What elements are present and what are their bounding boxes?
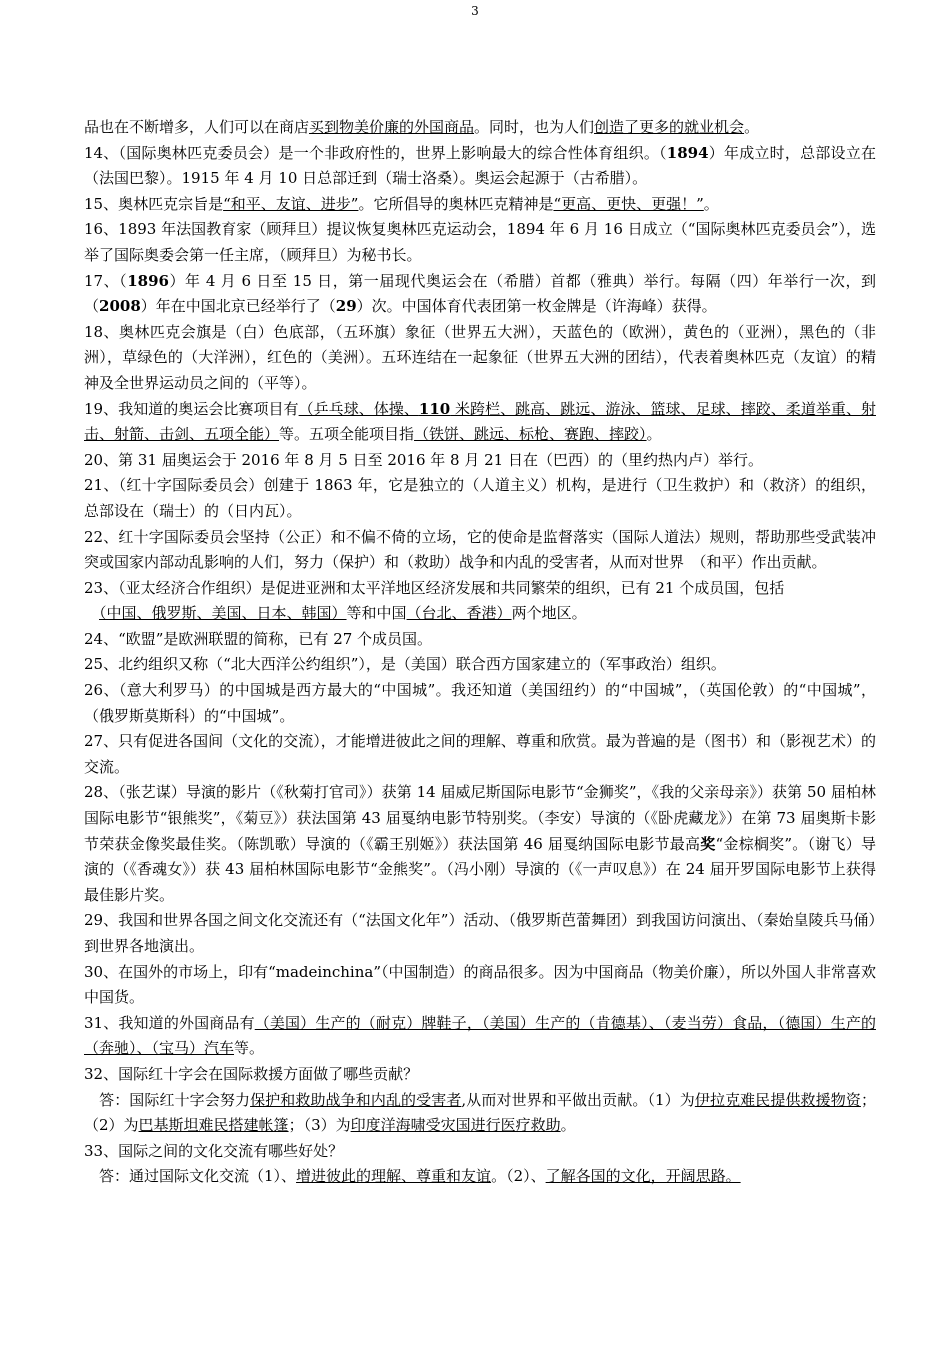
underlined-text: （铁饼、跳远、标枪、赛跑、摔跤）	[414, 425, 647, 444]
paragraph	[84, 601, 876, 627]
paragraph	[84, 678, 876, 729]
underlined-text: （台北、香港）	[406, 604, 512, 623]
paragraph-text: 22、红十字国际委员会坚持（公正）和不偏不倚的立场，它的使命是监督落实（国际人道法）规则，帮助那些受武装冲突或国家内部动乱影响的人们，努力（保护）和（救助）战争和内乱的受害者，从而对世界 （和平）作出贡献。	[84, 527, 876, 572]
paragraph-text: 16、1893 年法国教育家（顾拜旦）提议恢复奥林匹克运动会，1894 年 6 月 16 日成立（“国际奥林匹克委员会”），选举了国际奥委会第一任主席，（顾拜旦）为秘书长。	[84, 220, 876, 264]
paragraph-text: 品也在不断增多，人们可以在商店	[84, 118, 310, 136]
paragraph-text: “金棕榈奖”。（谢飞）导演的（《香魂女》）获 43 届柏林国际电影节“金熊奖”。（冯小刚）导演的（《一声叹息》）在 24 届开罗国际电影节上获得最佳影片奖。	[84, 834, 876, 904]
paragraph-text: 两个地区。	[511, 604, 587, 623]
paragraph	[84, 448, 876, 474]
paragraph-text: ；（3）为	[288, 1116, 351, 1135]
paragraph	[84, 320, 876, 397]
underlined-text: 增进彼此的理解、尊重和友谊	[296, 1167, 492, 1186]
paragraph-text: 30、在国外的市场上，印有“madeinchina”（中国制造）的商品很多。因为中国商品（物美价廉），所以外国人非常喜欢中国货。	[84, 962, 876, 1007]
paragraph-text: 。同时，也为人们	[474, 118, 595, 136]
paragraph-text: 26、（意大利罗马）的中国城是西方最大的“中国城”。我还知道（美国纽约）的“中国城”，（英国伦敦）的“中国城”，（俄罗斯莫斯科）的“中国城”。	[84, 681, 876, 725]
paragraph-text: 等和中国	[346, 604, 407, 623]
paragraph-text: 28、（张艺谋）导演的影片（《秋菊打官司》）获第 14 届威尼斯国际电影节“金狮奖”，《我的父亲母亲》）获第 50 届柏林国际电影节“银熊奖”，《菊豆》）获法国第 43 届戛纳电影节特别奖。（李安）导演的（《卧虎藏龙》）在第 73 届奥斯卡影节荣获金像奖最佳奖。（陈凯歌）导演的（《霸王别姬》）获法国第 46 届戛纳国际电影节最高	[84, 783, 876, 853]
paragraph-text: 。	[560, 1116, 576, 1135]
paragraph	[84, 627, 876, 653]
paragraph-text: 奖	[700, 834, 716, 853]
paragraph-text: 17、（	[84, 271, 128, 290]
underlined-text: （美国）生产的（耐克）牌鞋子，（美国）生产的（肯德基）、（麦当劳）食品，（德国）生产的（奔驰）、（宝马）汽车	[84, 1013, 876, 1058]
underlined-text: 伊拉克难民提供救援物资	[694, 1090, 861, 1109]
paragraph-text: ,从而对世界和平做出贡献。（1）为	[461, 1090, 695, 1109]
paragraph-text: 15、奥林匹克宗旨是	[84, 194, 224, 213]
paragraph-text: 。	[703, 194, 719, 213]
paragraph-text	[84, 604, 99, 622]
paragraph-text: 33、国际之间的文化交流有哪些好处？	[84, 1141, 344, 1160]
underlined-text: “更高、更快、更强！”	[553, 194, 704, 213]
paragraph	[84, 115, 876, 141]
paragraph	[84, 652, 876, 678]
paragraph-text: 27、只有促进各国间（文化的交流），才能增进彼此之间的理解、尊重和欣赏。最为普遍的是（图书）和（影视艺术）的交流。	[84, 732, 876, 776]
paragraph-text: 2008	[99, 297, 141, 316]
paragraph	[84, 729, 876, 780]
paragraph-text: 。	[646, 425, 662, 444]
paragraph-text: ）年在中国北京已经举行了（	[140, 297, 336, 316]
paragraph-text: 1896	[127, 271, 169, 290]
paragraph	[84, 780, 876, 908]
paragraph	[84, 192, 876, 218]
paragraph	[84, 1139, 876, 1165]
paragraph	[84, 1088, 876, 1139]
paragraph-text: ）次。中国体育代表团第一枚金牌是（许海峰）获得。	[356, 297, 717, 316]
paragraph	[84, 1062, 876, 1088]
paragraph	[84, 960, 876, 1011]
paragraph-text: 24、“欧盟”是欧洲联盟的简称，已有 27 个成员国。	[84, 629, 433, 648]
paragraph-text: 29、我国和世界各国之间文化交流还有（“法国文化年”）活动、（俄罗斯芭蕾舞团）到我国访问演出、（秦始皇陵兵马俑）到世界各地演出。	[84, 911, 876, 955]
paragraph	[84, 473, 876, 524]
underlined-text: 米跨栏、跳高、跳远、游泳、篮球、足球、摔跤、柔道举重、射击、射箭、击剑、五项全能）	[84, 399, 876, 444]
paragraph	[84, 1011, 876, 1062]
page-number: 3	[471, 4, 479, 18]
paragraph-text: 14、（国际奥林匹克委员会）是一个非政府性的，世界上影响最大的综合性体育组织。（	[84, 143, 667, 162]
underlined-text: 巴基斯坦难民搭建帐篷	[138, 1116, 289, 1135]
underlined-text: （乒乓球、体操、	[298, 399, 419, 418]
paragraph-text: 。	[744, 118, 760, 136]
paragraph	[84, 397, 876, 448]
paragraph-text: 1894	[666, 143, 709, 162]
underlined-text: 保护和救助战争和内乱的受害者	[250, 1090, 462, 1109]
paragraph	[84, 217, 876, 268]
paragraph	[84, 141, 876, 192]
paragraph-text: 21、（红十字国际委员会）创建于 1863 年，它是独立的（人道主义）机构，是进行（卫生救护）和（救济）的组织，总部设在（瑞士）的（日内瓦）。	[84, 476, 876, 520]
paragraph-text: 。（2）、	[491, 1167, 546, 1186]
underlined-text: “和平、友谊、进步”	[223, 194, 359, 213]
paragraph-text: 等。五项全能项目指	[279, 425, 415, 444]
paragraph	[84, 269, 876, 320]
underlined-text: 印度洋海啸受灾国进行医疗救助	[350, 1116, 561, 1135]
underlined-text: （中国、俄罗斯、美国、日本、韩国）	[99, 604, 347, 623]
paragraph-text: 答：通过国际文化交流（1）、	[84, 1167, 297, 1186]
paragraph-text: 19、我知道的奥运会比赛项目有	[84, 399, 299, 418]
underlined-text: 110	[418, 399, 451, 418]
paragraph-text: 18、奥林匹克会旗是（白）色底部，（五环旗）象征（世界五大洲），天蓝色的（欧洲），黄色的（亚洲），黑色的（非洲），草绿色的（大洋洲），红色的（美洲）。五环连结在一起象征（世界五大洲的团结），代表着奥林匹克（友谊）的精神及全世界运动员之间的（平等）。	[84, 322, 876, 392]
document-body	[84, 115, 876, 1190]
paragraph-text: 23、（亚太经济合作组织）是促进亚洲和太平洋地区经济发展和共同繁荣的组织，已有 21 个成员国，包括	[84, 578, 785, 597]
paragraph-text: 20、第 31 届奥运会于 2016 年 8 月 5 日至 2016 年 8 月 21 日在（巴西）的（里约热内卢）举行。	[84, 450, 763, 469]
paragraph	[84, 525, 876, 576]
paragraph-text: ）年成立时，总部设立在（法国巴黎）。1915 年 4 月 10 日总部迁到（瑞士洛桑）。奥运会起源于（古希腊）。	[84, 143, 876, 188]
paragraph-text: ；（2）为	[84, 1090, 876, 1135]
paragraph-text: 25、北约组织又称（“北大西洋公约组织”），是（美国）联合西方国家建立的（军事政治）组织。	[84, 655, 726, 674]
paragraph-text: 29	[335, 297, 357, 316]
underlined-text: 买到物美价廉的外国商品	[309, 118, 475, 136]
paragraph-text: 31、我知道的外国商品有	[84, 1013, 255, 1032]
paragraph-text: 32、国际红十字会在国际救援方面做了哪些贡献？	[84, 1064, 419, 1083]
paragraph-text: 。它所倡导的奥林匹克精神是	[358, 194, 554, 213]
paragraph-text: ）年 4 月 6 日至 15 日，第一届现代奥运会在（希腊）首都（雅典）举行。每隔（四）年举行一次，到（	[84, 271, 876, 316]
underlined-text: 创造了更多的就业机会	[594, 118, 745, 136]
paragraph	[84, 1164, 876, 1190]
paragraph	[84, 576, 876, 602]
paragraph-text: 等。	[234, 1039, 265, 1058]
underlined-text: 了解各国的文化，开阔思路。	[545, 1167, 741, 1186]
paragraph-text: 答：国际红十字会努力	[84, 1090, 251, 1109]
paragraph	[84, 908, 876, 959]
